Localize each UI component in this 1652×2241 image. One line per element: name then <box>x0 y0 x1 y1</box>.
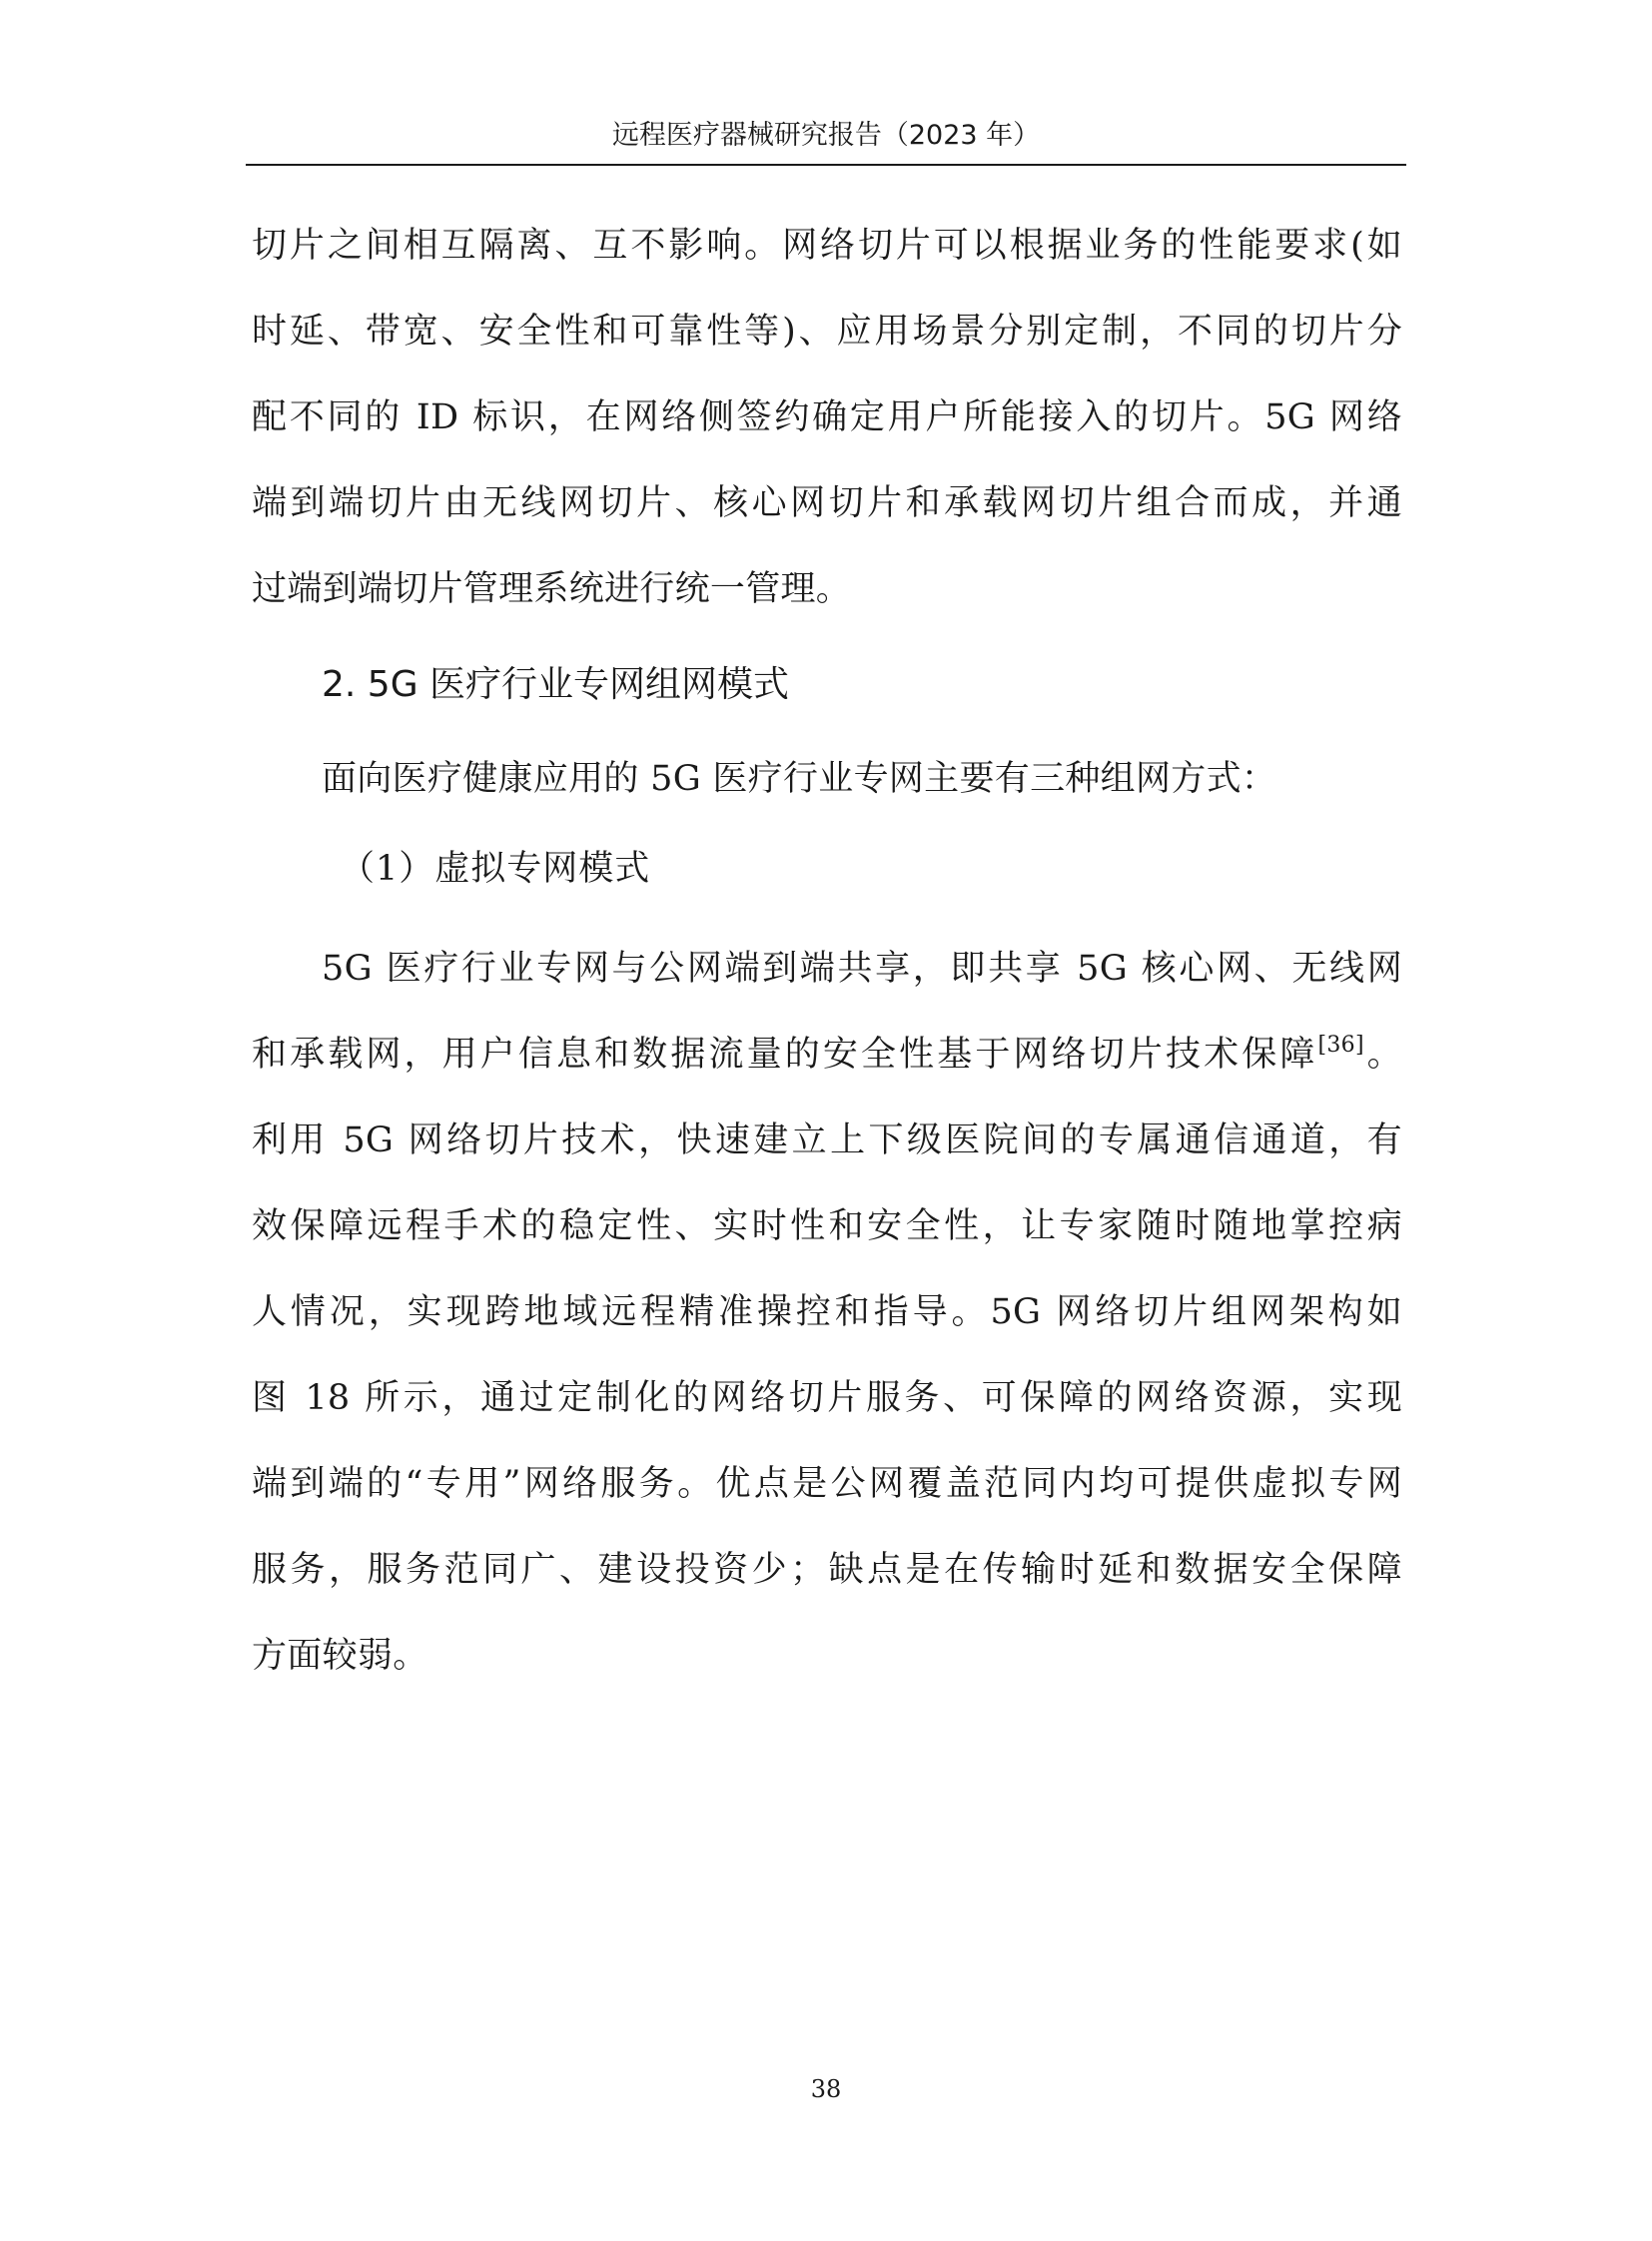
body-line: 图 18 所示，通过定制化的网络切片服务、可保障的网络资源，实现 <box>252 1378 1402 1418</box>
page-number: 38 <box>810 2075 842 2103</box>
citation-ref: [36] <box>1317 1033 1364 1058</box>
body-line: 过端到端切片管理系统进行统一管理。 <box>252 569 852 609</box>
section-intro: 面向医疗健康应用的 5G 医疗行业专网主要有三种组网方式： <box>322 759 1277 799</box>
body-line: 方面较弱。 <box>252 1636 428 1676</box>
body-line: 人情况，实现跨地域远程精准操控和指导。5G 网络切片组网架构如 <box>252 1292 1402 1332</box>
body-line-with-citation <box>252 1025 1402 1085</box>
body-line: 服务，服务范同广、建设投资少；缺点是在传输时延和数据安全保障 <box>252 1550 1402 1590</box>
body-line: 5G 医疗行业专网与公网端到端共享，即共享 5G 核心网、无线网 <box>322 949 1402 989</box>
body-line: 利用 5G 网络切片技术，快速建立上下级医院间的专属通信通道，有 <box>252 1120 1402 1160</box>
sub-heading: （1）虚拟专网模式 <box>340 849 651 889</box>
body-line: 配不同的 ID 标识，在网络侧签约确定用户所能接入的切片。5G 网络 <box>252 397 1402 437</box>
running-header: 远程医疗器械研究报告（2023 年） <box>611 120 1041 151</box>
body-line: 时延、带宽、安全性和可靠性等)、应用场景分别定制，不同的切片分 <box>252 312 1402 352</box>
body-text: 。 <box>1363 1035 1402 1075</box>
body-text: 和承载网，用户信息和数据流量的安全性基于网络切片技术保障 <box>252 1035 1318 1075</box>
body-line: 切片之间相互隔离、互不影响。网络切片可以根据业务的性能要求(如 <box>252 226 1402 266</box>
body-line: 端到端的“专用”网络服务。优点是公网覆盖范同内均可提供虚拟专网 <box>252 1464 1402 1504</box>
body-line: 端到端切片由无线网切片、核心网切片和承载网切片组合而成，并通 <box>252 483 1402 523</box>
body-line: 效保障远程手术的稳定性、实时性和安全性，让专家随时随地掌控病 <box>252 1206 1402 1246</box>
header-rule <box>246 164 1406 166</box>
section-heading: 2. 5G 医疗行业专网组网模式 <box>322 664 790 705</box>
